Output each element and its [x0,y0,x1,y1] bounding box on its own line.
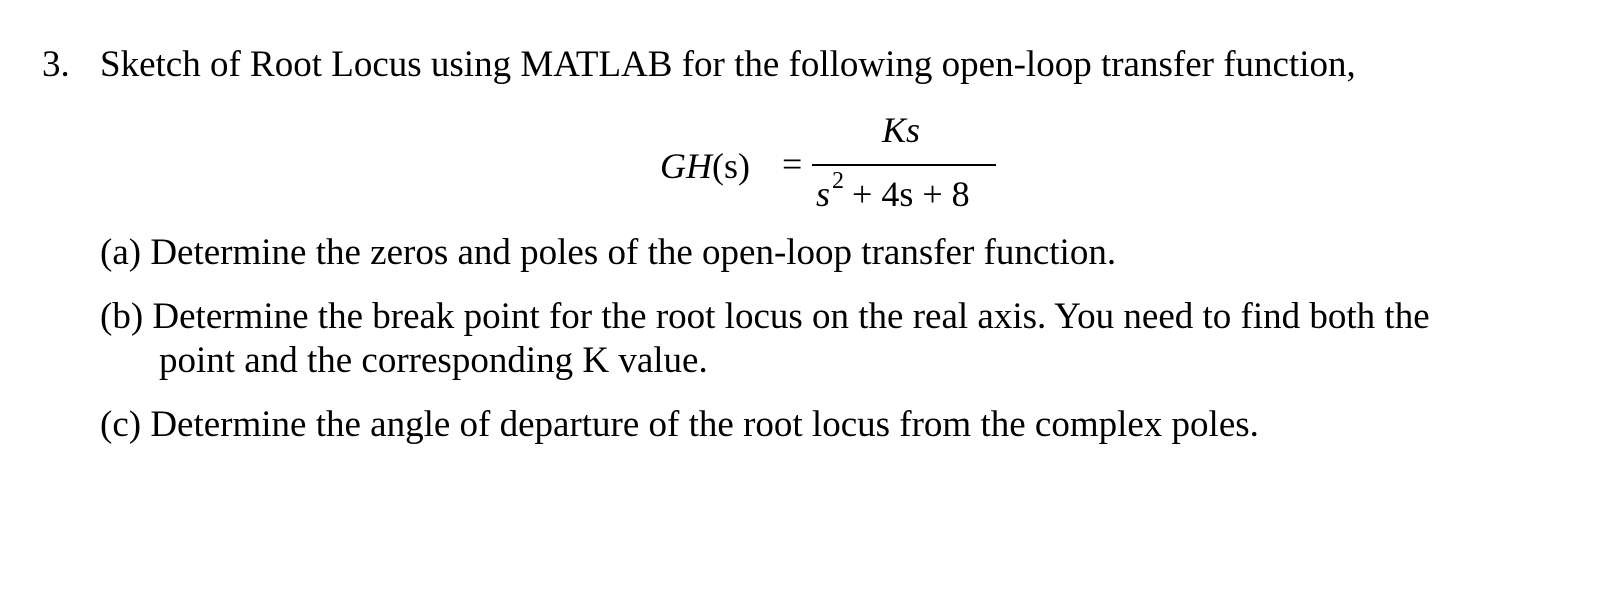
equation-lhs-function: GH [660,146,712,186]
equation-equals-sign: = [782,144,803,184]
part-b-text-line1: (b) Determine the break point for the root locus on the real axis. You need to find both the [100,296,1430,337]
fraction-bar [812,164,996,166]
denominator-exponent: 2 [832,168,845,194]
question-text: Sketch of Root Locus using MATLAB for the following open-loop transfer function, [100,44,1356,85]
equation-lhs-argument: (s) [712,146,750,186]
part-b-text-line2: point and the corresponding K value. [159,340,708,381]
equation-lhs [660,148,750,184]
part-c-text: (c) Determine the angle of departure of the root locus from the complex poles. [100,404,1259,445]
question-number: 3. [42,44,70,85]
denominator-variable: s [816,174,831,214]
denominator-rest: + 4s + 8 [852,174,970,214]
transfer-function-equation [660,112,1000,222]
equation-denominator [816,168,970,214]
part-a-text: (a) Determine the zeros and poles of the open-loop transfer function. [100,232,1117,273]
equation-numerator: Ks [882,110,921,150]
question-heading [42,46,1356,83]
